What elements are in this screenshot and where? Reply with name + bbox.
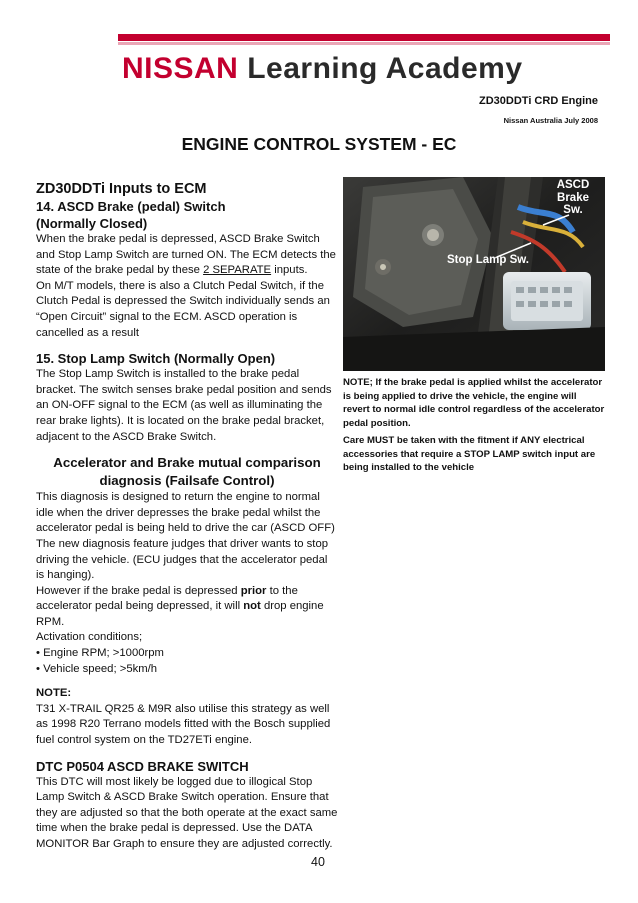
inputs-body-underlined: 2 SEPARATE (203, 264, 272, 277)
right-note-p2: Care MUST be taken with the fitment if ANY electrical accessories that require a STOP LAMP switch input are being installed to the vehicle (343, 435, 596, 473)
condition-rpm: • Engine RPM; >1000rpm (36, 647, 164, 660)
section-stop-lamp-body: The Stop Lamp Switch is installed to the brake pedal bracket. The switch senses brake pedal position and sends an ON-OFF signal to the ECM (as well as illuminating the rear brake lights). It is located on the brake pedal bracket, adjacent to the ASCD Brake Switch. (36, 368, 332, 443)
mutual-p2-not: not (243, 600, 261, 613)
dtc-body: This DTC will most likely be logged due to illogical Stop Lamp Switch & ASCD Brake Switch operation. Ensure that they are adjusted so that the both operate at the exact same time when the brake pedal is depressed. Use the DATA MONITOR Bar Graph to ensure they are adjusted correctly. (36, 775, 338, 850)
condition-speed: • Vehicle speed; >5km/h (36, 662, 158, 675)
section-mutual-p2 (36, 584, 338, 631)
note-title: NOTE: (36, 687, 72, 700)
page-number: 40 (311, 855, 325, 869)
right-note (343, 376, 605, 475)
section-mutual-body: This diagnosis is designed to return the engine to normal idle when the driver depresses the brake pedal whilst the accelerator pedal is being held to drive the car (ASCD OFF) The new diagnosis feature judges that driver wants to stop driving the vehicle. (ECU judges that the accelerator pedal is hanging). (36, 491, 335, 582)
logo-wordmark (122, 52, 523, 86)
right-note-p1: NOTE; If the brake pedal is applied whilst the accelerator is being applied to drive the vehicle, the engine will revert to normal idle control regardless of the accelerator pedal position. (343, 377, 605, 429)
doc-subtitle: Nissan Australia July 2008 (503, 116, 598, 125)
section-inputs-title: ZD30DDTi Inputs to ECM (36, 181, 207, 197)
logo-red-bar (118, 34, 610, 41)
photo-label-ascd: ASCD Brake Sw. (556, 179, 590, 216)
inputs-body-a: When the brake pedal is depressed, ASCD Brake Switch and Stop Lamp Switch are turned ON. The ECM detects the state of the brake pedal by these (36, 233, 336, 277)
inputs-body-b: inputs. (271, 264, 308, 277)
doc-title: ZD30DDTi CRD Engine (479, 95, 598, 107)
mutual-p2-c: to the accelerator pedal being depressed, it will (36, 584, 298, 613)
section-inputs-body (36, 232, 338, 279)
brake-switch-photo (343, 177, 605, 371)
photo-label-stop-lamp: Stop Lamp Sw. (447, 254, 529, 266)
left-column (36, 180, 338, 853)
section-asd-brake-switch-title: 14. ASCD Brake (pedal) Switch (36, 199, 226, 214)
dtc-title: DTC P0504 ASCD BRAKE SWITCH (36, 758, 249, 774)
logo-academy: Learning Academy (247, 52, 523, 85)
section-inputs-body2: On M/T models, there is also a Clutch Pedal Switch, if the Clutch Pedal is depressed the Switch individually sends an “Open Circuit” signal to the ECM. ASCD operation is cancelled as a result (36, 279, 330, 339)
mutual-p2-prior: prior (240, 584, 267, 597)
section-mutual-title: Accelerator and Brake mutual comparison diagnosis (Failsafe Control) (53, 455, 321, 489)
mutual-p2-a: However if the brake pedal is depressed (36, 584, 241, 597)
logo-brand: NISSAN (122, 52, 239, 85)
mutual-p2-d: drop engine RPM. (36, 600, 324, 628)
activation-conditions: Activation conditions; (36, 631, 143, 644)
section-asd-brake-switch-subtitle: (Normally Closed) (36, 216, 148, 231)
note-body: T31 X-TRAIL QR25 & M9R also utilise this strategy as well as 1998 R20 Terrano models fitted with the Bosch supplied fuel control system on the TD27ETi engine. (36, 702, 331, 747)
section-stop-lamp-title: 15. Stop Lamp Switch (Normally Open) (36, 351, 276, 367)
nissan-learning-academy-logo (118, 34, 610, 90)
page-title: ENGINE CONTROL SYSTEM - EC (181, 134, 457, 154)
logo-red-stripe (118, 42, 610, 45)
